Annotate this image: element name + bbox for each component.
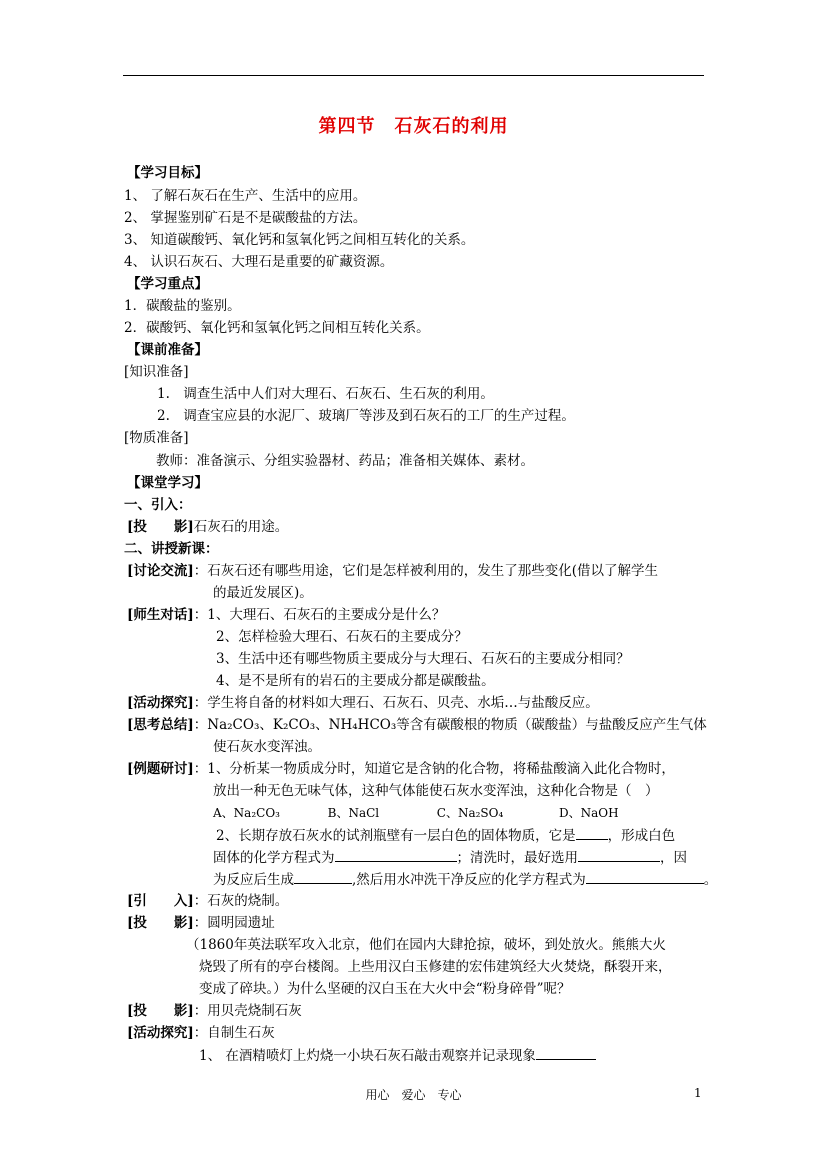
page-number: 1 <box>694 1086 702 1100</box>
knowledge-prep-label: [知识准备] <box>124 364 189 380</box>
answer-blank[interactable] <box>335 847 457 862</box>
summary-text: ：Na₂CO₃、K₂CO₃、NH₄HCO₃等含有碳酸根的物质（碳酸盐）与盐酸反应产生气体 <box>193 717 707 733</box>
objective-item: 3、 知道碳酸钙、氧化钙和氢氧化钙之间相互转化的关系。 <box>124 232 475 248</box>
explore2-item: 1、 在酒精喷灯上灼烧一小块石灰石敲击观察并记录现象 <box>199 1048 536 1064</box>
discuss-text-cont: 的最近发展区)。 <box>213 585 313 601</box>
project3-text: ：用贝壳烧制石灰 <box>193 1003 302 1019</box>
project2-text: ：圆明园遗址 <box>193 915 275 931</box>
example2-row2 <box>213 847 687 867</box>
material-text: 教师：准备演示、分组实验器材、药品；准备相关媒体、素材。 <box>156 453 534 469</box>
key-point-item: 1．碳酸盐的鉴别。 <box>124 298 241 314</box>
discuss-row <box>127 561 658 581</box>
story-text: 烧毁了所有的亭台楼阁。上些用汉白玉修建的宏伟建筑经大火焚烧，酥裂开来， <box>199 959 672 975</box>
dialog-label: [师生对话] <box>127 607 194 623</box>
explore2-row <box>127 1023 275 1043</box>
discuss-text: ：石灰石还有哪些用途，它们是怎样被利用的，发生了那些变化(借以了解学生 <box>193 563 659 579</box>
example2-text: 固体的化学方程式为 <box>213 850 335 866</box>
project3-label: [投 影] <box>127 1003 194 1019</box>
answer-blank[interactable] <box>576 825 608 840</box>
example2-text: 2、长期存放石灰水的试剂瓶壁有一层白色的固体物质，它是 <box>216 828 576 844</box>
dialog-item: ：1、大理石、石灰石的主要成分是什么？ <box>193 607 446 623</box>
project1-label: [投 影] <box>127 519 194 535</box>
prep-heading: 【课前准备】 <box>127 342 208 358</box>
objectives-heading: 【学习目标】 <box>127 165 208 181</box>
example2-text: ；清洗时，最好选用 <box>456 850 578 866</box>
example2-text: ,然后用水冲洗干净反应的化学方程式为 <box>352 872 586 888</box>
page-title: 第四节 石灰石的利用 <box>318 116 509 137</box>
explore-row <box>127 693 599 713</box>
project2-row <box>127 913 275 933</box>
option-a: A、Na₂CO₃ <box>213 806 280 820</box>
explore2-text: ：自制生石灰 <box>193 1025 275 1041</box>
example2-text: 。 <box>703 872 718 888</box>
objective-item: 1、 了解石灰石在生产、生活中的应用。 <box>124 188 367 204</box>
knowledge-item: 1. 调查生活中人们对大理石、石灰石、生石灰的利用。 <box>157 386 494 402</box>
intro-heading: 一、引入： <box>124 497 192 513</box>
story-text: （1860年英法联军攻入北京，他们在园内大肆抢掠，破坏，到处放火。熊熊大火 <box>186 937 666 953</box>
example2-text: ，形成白色 <box>607 828 676 844</box>
answer-blank[interactable] <box>586 869 704 884</box>
example-label: [例题研讨] <box>127 761 194 777</box>
option-c: C、Na₂SO₄ <box>436 806 504 820</box>
example1-text-cont: 放出一种无色无味气体，这种气体能使石灰水变浑浊，这种化合物是（ ） <box>213 783 659 799</box>
example-row <box>127 759 675 779</box>
explore-text: ：学生将自备的材料如大理石、石灰石、贝壳、水垢…与盐酸反应。 <box>193 695 599 711</box>
answer-blank[interactable] <box>294 869 352 884</box>
dialog-row <box>127 605 445 625</box>
example2-text: ，因 <box>660 850 687 866</box>
summary-text-cont: 使石灰水变浑浊。 <box>213 739 321 755</box>
option-b: B、NaCl <box>327 806 380 820</box>
dialog-item: 4、是不是所有的岩石的主要成分都是碳酸盐。 <box>216 673 495 689</box>
objective-item: 4、 认识石灰石、大理石是重要的矿藏资源。 <box>124 254 394 270</box>
intro2-text: ：石灰的烧制。 <box>193 893 289 909</box>
explore2-item-row <box>199 1045 596 1065</box>
example2-row3 <box>213 869 717 889</box>
explore2-label: [活动探究] <box>127 1025 194 1041</box>
summary-label: [思考总结] <box>127 717 194 733</box>
discuss-label: [讨论交流] <box>127 563 194 579</box>
intro2-row <box>127 891 288 911</box>
knowledge-item: 2. 调查宝应县的水泥厂、玻璃厂等涉及到石灰石的工厂的生产过程。 <box>157 408 575 424</box>
example1-text: ：1、分析某一物质成分时，知道它是含钠的化合物，将稀盐酸滴入此化合物时， <box>193 761 675 777</box>
class-heading: 【课堂学习】 <box>127 475 208 491</box>
summary-row <box>127 715 707 735</box>
dialog-item: 2、怎样检验大理石、石灰石的主要成分？ <box>216 629 468 645</box>
footer-motto: 用心 爱心 专心 <box>365 1088 462 1102</box>
material-prep-label: [物质准备] <box>124 430 189 446</box>
project1-text: 石灰石的用途。 <box>193 519 289 535</box>
key-points-heading: 【学习重点】 <box>127 276 208 292</box>
project2-label: [投 影] <box>127 915 194 931</box>
header-rule <box>123 75 704 76</box>
objective-item: 2、 掌握鉴别矿石是不是碳酸盐的方法。 <box>124 210 367 226</box>
explore-label: [活动探究] <box>127 695 194 711</box>
option-d: D、NaOH <box>558 806 619 820</box>
project3-row <box>127 1001 302 1021</box>
answer-blank[interactable] <box>578 847 660 862</box>
key-point-item: 2．碳酸钙、氧化钙和氢氧化钙之间相互转化关系。 <box>124 320 430 336</box>
project1-row <box>127 517 288 537</box>
intro2-label: [引 入] <box>127 893 194 909</box>
new-lesson-heading: 二、讲授新课： <box>124 541 219 557</box>
dialog-item: 3、生活中还有哪些物质主要成分与大理石、石灰石的主要成分相同？ <box>216 651 630 667</box>
example2-row1 <box>216 825 675 845</box>
answer-blank[interactable] <box>536 1045 596 1060</box>
example2-text: 为反应后生成 <box>213 872 294 888</box>
options-row <box>213 803 619 823</box>
story-text: 变成了碎块。）为什么坚硬的汉白玉在大火中会“粉身碎骨”呢？ <box>199 981 571 997</box>
